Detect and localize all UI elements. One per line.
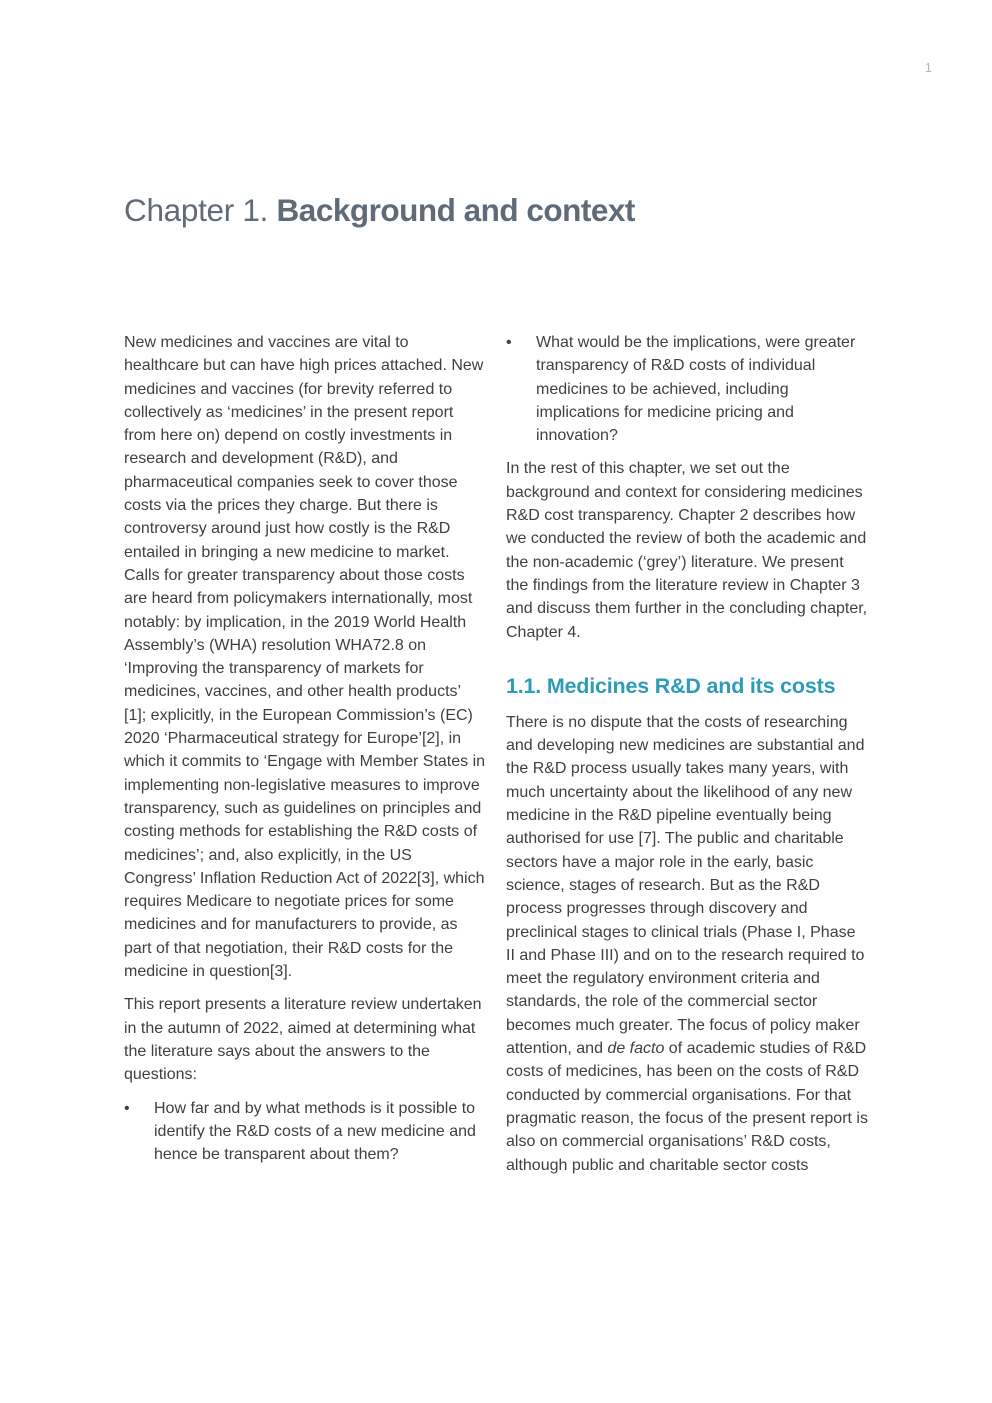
chapter-title xyxy=(124,192,635,229)
bullet-icon: • xyxy=(506,334,512,351)
section-heading: 1.1. Medicines R&D and its costs xyxy=(506,673,836,698)
page-number: 1 xyxy=(924,60,932,75)
section-paragraph xyxy=(506,711,868,1177)
right-column xyxy=(506,331,868,1187)
section-text-after: of academic studies of R&D costs of medicines, has been on the costs of R&D conducted by commercial organisations. For that pragmatic reason, the focus of the present report is also on commercial organisations’ R&D costs, although public and charitable sector costs xyxy=(506,1040,868,1174)
section-text-before: There is no dispute that the costs of researching and developing new medicines are substantial and the R&D process usually takes many years, with much uncertainty about the likelihood of any new medicine in the R&D pipeline eventually being authorised for use [7]. The public and charitable sectors have a major role in the early, basic science, stages of research. But as the R&D process progresses through discovery and preclinical stages to clinical trials (Phase I, Phase II and Phase III) and on to the research required to meet the regulatory environment criteria and standards, the role of the commercial sector becomes much greater. The focus of policy maker attention, and xyxy=(506,713,865,1058)
question-item-1 xyxy=(124,1097,486,1167)
left-column xyxy=(124,331,486,1176)
intro-paragraph: New medicines and vaccines are vital to healthcare but can have high prices attached. New medicines and vaccines (for brevity referred to collectively as ‘medicines’ in the present report from here on) depend on costly investments in research and development (R&D), and pharmaceutical companies seek to cover those costs via the prices they charge. But there is controversy around just how costly is the R&D entailed in bringing a new medicine to market. Calls for greater transparency about those costs are heard from policymakers internationally, most notably: by implication, in the 2019 World Health Assembly’s (WHA) resolution WHA72.8 on ‘Improving the transparency of markets for medicines, vaccines, and other health products’ [1]; explicitly, in the European Commission’s (EC) 2020 ‘Pharmaceutical strategy for Europe’[2], in which it commits to ‘Engage with Member States in implementing non-legislative measures to improve transparency, such as guidelines on principles and costing methods for establishing the R&D costs of medicines’; and, also explicitly, in the US Congress’ Inflation Reduction Act of 2022[3], which requires Medicare to negotiate prices for some medicines and for manufacturers to provide, as part of that negotiation, their R&D costs for the medicine in question[3]. xyxy=(124,334,486,981)
bullet-icon: • xyxy=(124,1099,130,1117)
chapter-overview-paragraph: In the rest of this chapter, we set out the background and context for considering medicines R&D cost transparency. Chapter 2 describes how we conducted the review of both the academic and the non-academic (‘grey’) literature. We present the findings from the literature review in Chapter 3 and discuss them further in the concluding chapter, Chapter 4. xyxy=(506,460,868,641)
chapter-title-text: Background and context xyxy=(276,192,635,228)
question-item-2 xyxy=(506,331,868,447)
chapter-label: Chapter 1. xyxy=(124,192,269,228)
question-text-1: How far and by what methods is it possible to identify the R&D costs of a new medicine and hence be transparent about them? xyxy=(154,1099,476,1164)
report-purpose-paragraph: This report presents a literature review undertaken in the autumn of 2022, aimed at determining what the literature says about the answers to the questions: xyxy=(124,996,482,1084)
section-text-italic: de facto xyxy=(607,1040,665,1058)
questions-list-continued xyxy=(506,331,868,447)
question-text-2: What would be the implications, were greater transparency of R&D costs of individual medicines to be achieved, including implications for medicine pricing and innovation? xyxy=(536,334,856,445)
questions-list xyxy=(124,1097,486,1167)
